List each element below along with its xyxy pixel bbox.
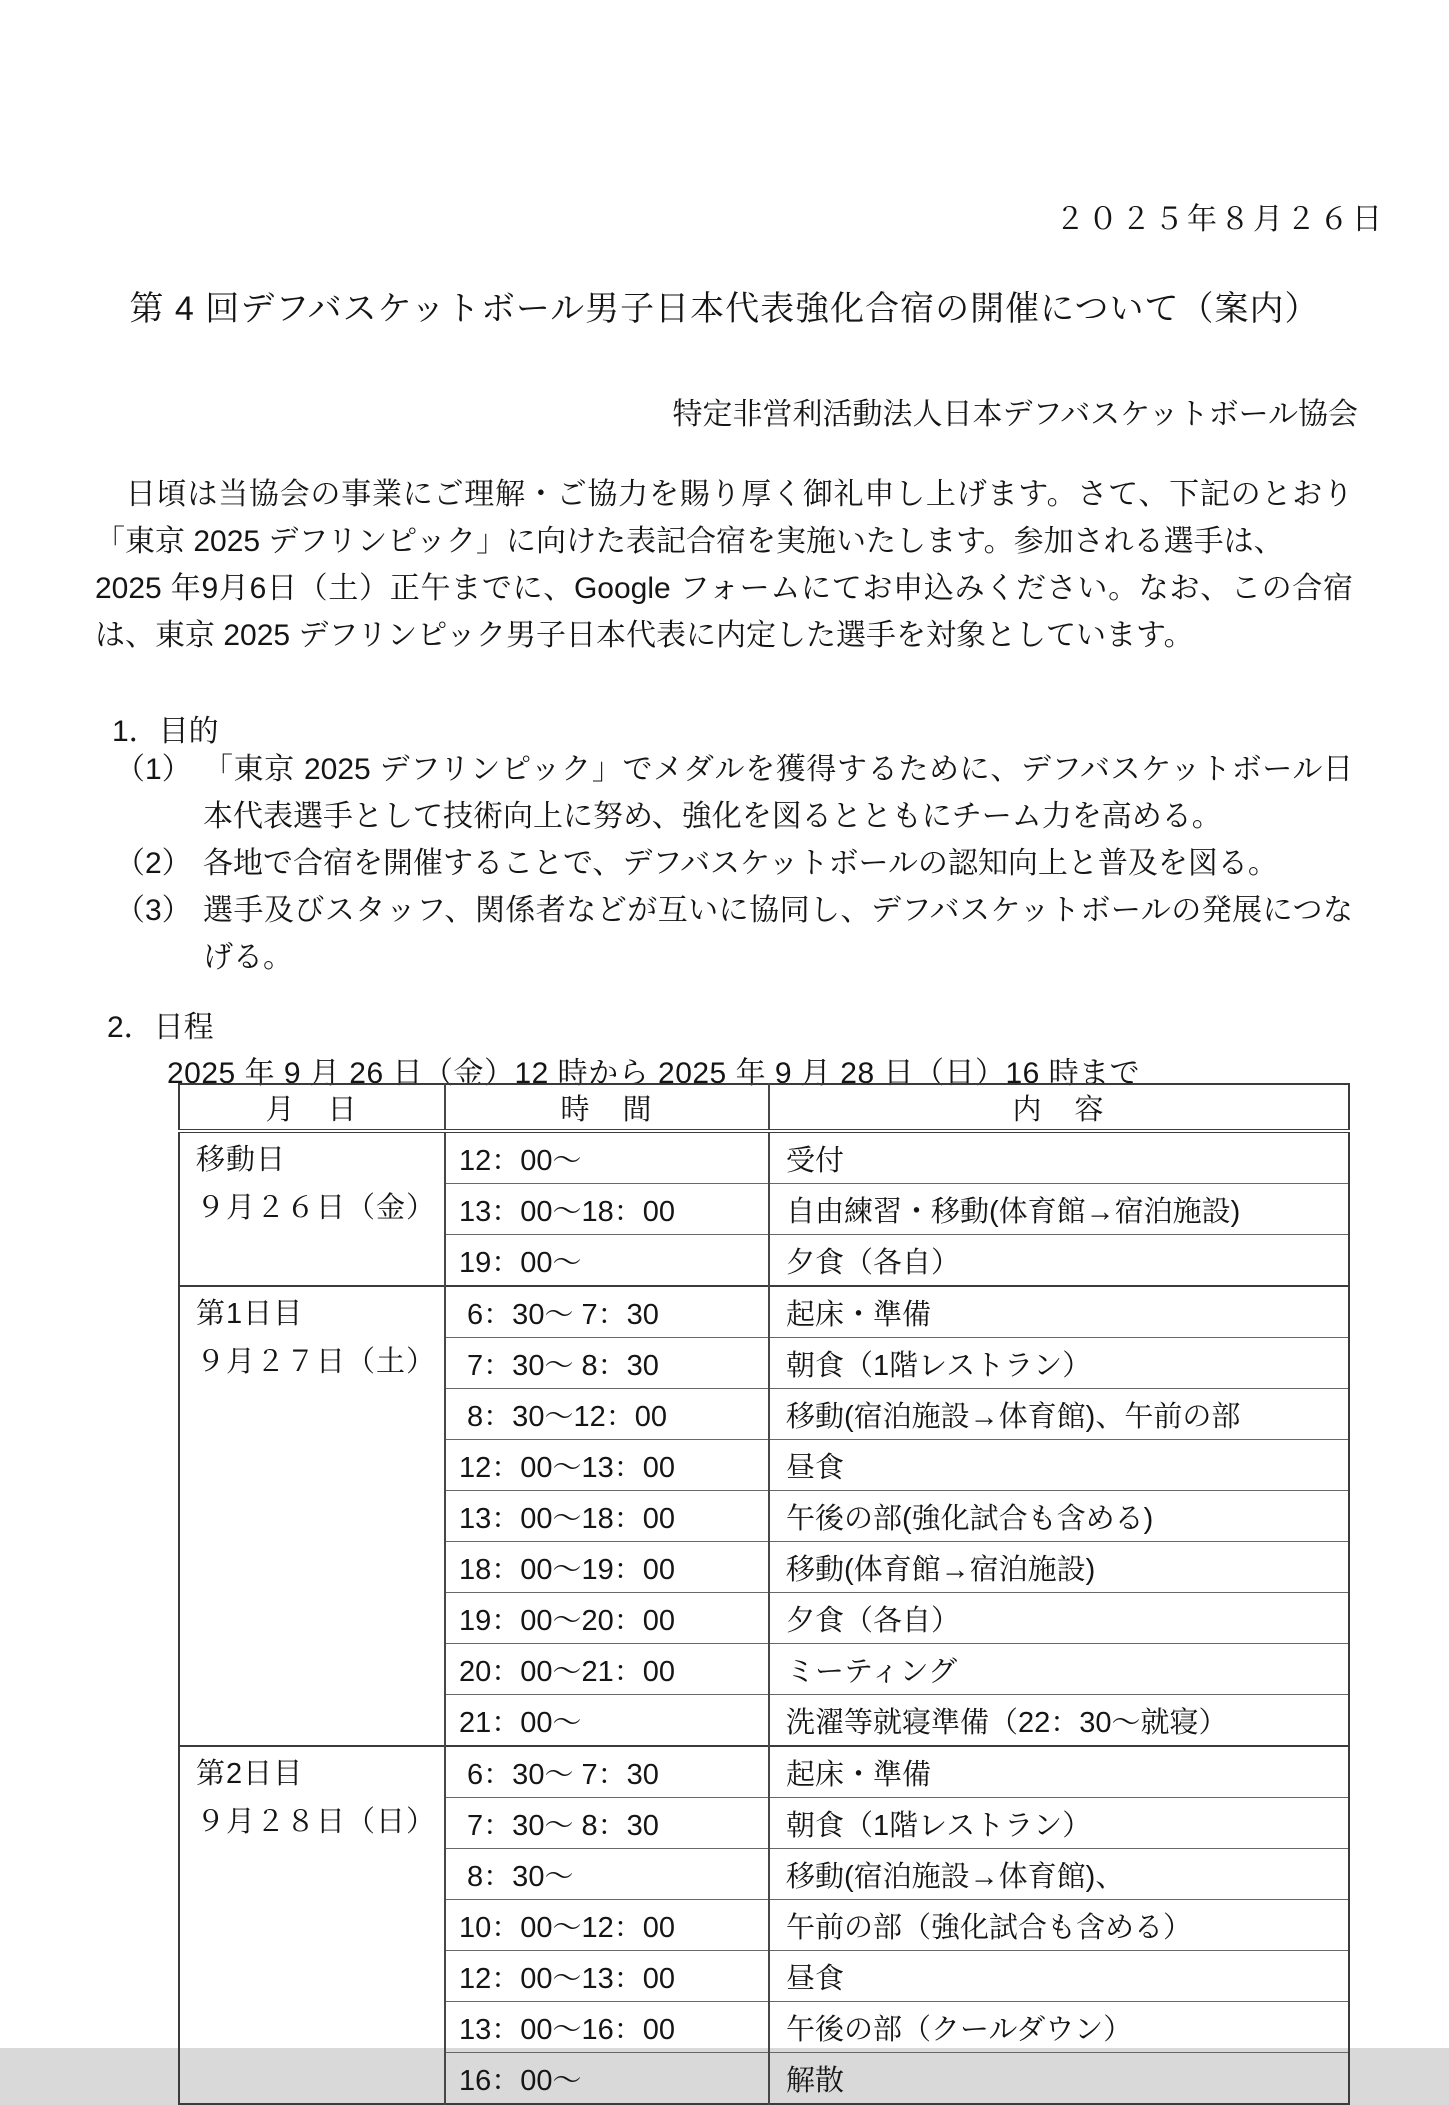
schedule-time-cell: 12：00～13：00 bbox=[445, 1440, 769, 1491]
schedule-time-cell: 20：00～21：00 bbox=[445, 1644, 769, 1695]
schedule-content-cell: 夕食（各自） bbox=[769, 1593, 1349, 1644]
schedule-content-cell: 解散 bbox=[769, 2053, 1349, 2105]
schedule-time-cell: 13：00～18：00 bbox=[445, 1491, 769, 1542]
purpose-item-label: （2） bbox=[115, 847, 192, 880]
schedule-time-cell: 8：30～ bbox=[445, 1849, 769, 1900]
schedule-header-row bbox=[179, 1084, 1349, 1131]
schedule-group-1 bbox=[179, 1131, 1349, 1286]
intro-line-3: 2025 年9月6日（土）正午までに、Google フォームにてお申込みください。なお、この合宿 bbox=[95, 572, 1353, 605]
schedule-col-header-1: 月 日 bbox=[179, 1084, 445, 1131]
purpose-item-1-line-1 bbox=[115, 751, 1353, 798]
schedule-time-cell: 13：00～18：00 bbox=[445, 1184, 769, 1235]
intro-line-1: 日頃は当協会の事業にご理解・ご協力を賜り厚く御礼申し上げます。さて、下記のとおり bbox=[95, 478, 1353, 511]
schedule-col-header-2: 時 間 bbox=[445, 1084, 769, 1131]
schedule-col-header-3: 内 容 bbox=[769, 1084, 1349, 1131]
schedule-time-cell: 12：00～13：00 bbox=[445, 1951, 769, 2002]
purpose-heading: 1．目的 bbox=[112, 715, 219, 748]
purpose-item-text: 本代表選手として技術向上に努め、強化を図るとともにチーム力を高める。 bbox=[203, 800, 1222, 833]
schedule-time-cell: 21：00～ bbox=[445, 1695, 769, 1747]
schedule-content-cell: 起床・準備 bbox=[769, 1746, 1349, 1798]
purpose-item-text: 各地で合宿を開催することで、デフバスケットボールの認知向上と普及を図る。 bbox=[203, 847, 1278, 880]
purpose-item-3-line-2 bbox=[115, 939, 1353, 986]
schedule-content-cell: 移動(宿泊施設→体育館)、 bbox=[769, 1849, 1349, 1900]
schedule-content-cell: 午前の部（強化試合も含める） bbox=[769, 1900, 1349, 1951]
purpose-item-label bbox=[115, 798, 203, 845]
schedule-time-cell: 7：30～ 8：30 bbox=[445, 1338, 769, 1389]
purpose-item-label: （3） bbox=[115, 894, 192, 927]
schedule-time-cell: 6：30～ 7：30 bbox=[445, 1286, 769, 1338]
schedule-day-cell bbox=[179, 1286, 445, 1746]
schedule-day-line: ９月２６日（金） bbox=[196, 1191, 437, 1224]
schedule-time-cell: 16：00～ bbox=[445, 2053, 769, 2105]
schedule-row bbox=[179, 1131, 1349, 1184]
schedule-content-cell: 受付 bbox=[769, 1131, 1349, 1184]
schedule-group-2 bbox=[179, 1286, 1349, 1746]
purpose-item-2-line-1 bbox=[115, 845, 1353, 892]
schedule-content-cell: 午後の部(強化試合も含める) bbox=[769, 1491, 1349, 1542]
schedule-content-cell: 午後の部（クールダウン） bbox=[769, 2002, 1349, 2053]
intro-line-4: は、東京 2025 デフリンピック男子日本代表に内定した選手を対象としています。 bbox=[95, 619, 1194, 652]
schedule-day-cell bbox=[179, 1746, 445, 2104]
schedule-content-cell: 朝食（1階レストラン） bbox=[769, 1338, 1349, 1389]
schedule-time-cell: 19：00～20：00 bbox=[445, 1593, 769, 1644]
purpose-item-label bbox=[115, 939, 203, 986]
schedule-content-cell: 自由練習・移動(体育館→宿泊施設) bbox=[769, 1184, 1349, 1235]
purpose-item-text: 選手及びスタッフ、関係者などが互いに協同し、デフバスケットボールの発展につな bbox=[203, 894, 1353, 927]
schedule-table bbox=[178, 1083, 1350, 2105]
schedule-content-cell: 移動(体育館→宿泊施設) bbox=[769, 1542, 1349, 1593]
organization-name: 特定非営利活動法人日本デフバスケットボール協会 bbox=[672, 398, 1358, 431]
schedule-time-cell: 8：30～12：00 bbox=[445, 1389, 769, 1440]
schedule-heading: 2．日程 bbox=[107, 1011, 214, 1044]
schedule-time-cell: 12：00～ bbox=[445, 1131, 769, 1184]
purpose-item-1-line-2 bbox=[115, 798, 1353, 845]
schedule-content-cell: 起床・準備 bbox=[769, 1286, 1349, 1338]
schedule-content-cell: 移動(宿泊施設→体育館)、午前の部 bbox=[769, 1389, 1349, 1440]
schedule-day-cell bbox=[179, 1131, 445, 1286]
schedule-day-line: 第1日目 bbox=[196, 1297, 304, 1330]
schedule-time-cell: 6：30～ 7：30 bbox=[445, 1746, 769, 1798]
schedule-content-cell: 朝食（1階レストラン） bbox=[769, 1798, 1349, 1849]
schedule-row bbox=[179, 1286, 1349, 1338]
schedule-content-cell: 昼食 bbox=[769, 1951, 1349, 2002]
schedule-period: 2025 年 9 月 26 日（金）12 時から 2025 年 9 月 28 日（日）16 時まで bbox=[167, 1057, 1141, 1090]
purpose-items bbox=[115, 751, 1353, 986]
document-date: ２０２５年８月２６日 bbox=[1055, 203, 1385, 236]
schedule-time-cell: 18：00～19：00 bbox=[445, 1542, 769, 1593]
schedule-group-3 bbox=[179, 1746, 1349, 2104]
schedule-day-line: 第2日目 bbox=[196, 1757, 304, 1790]
schedule-content-cell: ミーティング bbox=[769, 1644, 1349, 1695]
intro-line-2: 「東京 2025 デフリンピック」に向けた表記合宿を実施いたします。参加される選手は、 bbox=[95, 525, 1284, 558]
schedule-content-cell: 夕食（各自） bbox=[769, 1235, 1349, 1287]
schedule-time-cell: 13：00～16：00 bbox=[445, 2002, 769, 2053]
schedule-content-cell: 昼食 bbox=[769, 1440, 1349, 1491]
intro-paragraph bbox=[95, 477, 1353, 665]
purpose-item-text: げる。 bbox=[203, 941, 293, 974]
schedule-day-line: 移動日 bbox=[196, 1143, 287, 1176]
schedule-row bbox=[179, 1746, 1349, 1798]
schedule-day-line: ９月２７日（土） bbox=[196, 1345, 437, 1378]
schedule-day-line: ９月２８日（日） bbox=[196, 1805, 437, 1838]
purpose-item-3-line-1 bbox=[115, 892, 1353, 939]
document-title: 第 4 回デフバスケットボール男子日本代表強化合宿の開催について（案内） bbox=[129, 290, 1320, 328]
purpose-item-label: （1） bbox=[115, 753, 192, 786]
schedule-time-cell: 10：00～12：00 bbox=[445, 1900, 769, 1951]
schedule-time-cell: 19：00～ bbox=[445, 1235, 769, 1287]
purpose-item-text: 「東京 2025 デフリンピック」でメダルを獲得するために、デフバスケットボール日 bbox=[203, 753, 1353, 786]
schedule-time-cell: 7：30～ 8：30 bbox=[445, 1798, 769, 1849]
schedule-content-cell: 洗濯等就寝準備（22：30～就寝） bbox=[769, 1695, 1349, 1747]
